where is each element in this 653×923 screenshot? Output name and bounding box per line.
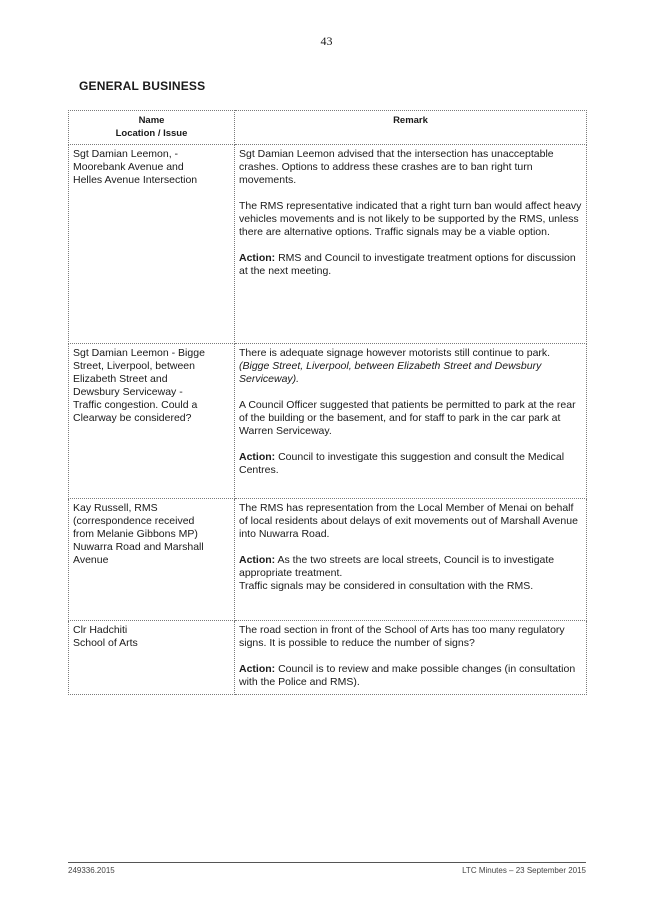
- name-line: School of Arts: [73, 637, 138, 649]
- remark-header: Remark: [235, 111, 587, 145]
- page-number: 43: [320, 34, 333, 48]
- name-line: Sgt Damian Leemon - Bigge: [73, 347, 205, 359]
- name-location-header: [69, 111, 235, 145]
- name-location-cell: [69, 145, 235, 344]
- action-label: Action:: [239, 554, 276, 566]
- section-title: GENERAL BUSINESS: [79, 79, 206, 93]
- action-text: Council to investigate this suggestion and consult the Medical Centres.: [239, 451, 565, 476]
- remark-cell: [235, 499, 587, 621]
- general-business-table: [68, 110, 587, 695]
- name-line: Avenue: [73, 554, 109, 566]
- action-text: RMS and Council to investigate treatment options for discussion at the next meeting.: [239, 252, 576, 277]
- table-row: [69, 621, 587, 695]
- document-title-date: LTC Minutes – 23 September 2015: [462, 866, 586, 875]
- name-location-cell: [69, 621, 235, 695]
- document-reference: 249336.2015: [68, 866, 115, 875]
- name-line: Helles Avenue Intersection: [73, 174, 198, 186]
- table-row: [69, 145, 587, 344]
- name-line: Traffic congestion. Could a: [73, 399, 198, 411]
- remark-cell: [235, 344, 587, 499]
- action-text: As the two streets are local streets, Council is to investigate appropriate treatment.: [239, 554, 555, 579]
- name-line: Kay Russell, RMS: [73, 502, 158, 514]
- remark-text: There is adequate signage however motorists still continue to park.: [239, 347, 551, 359]
- table-row: [69, 499, 587, 621]
- remark-cell: [235, 145, 587, 344]
- action-text: Council is to review and make possible changes (in consultation with the Police and RMS).: [239, 663, 576, 688]
- remark-paragraph: The RMS has representation from the Local Member of Menai on behalf of local residents about delays of exit movements out of Marshall Avenue into Nuwarra Road.: [239, 502, 578, 540]
- remark-paragraph: A Council Officer suggested that patients be permitted to park at the rear of the building or the basement, and for staff to park in the car park at Warren Serviceway.: [239, 399, 576, 437]
- name-line: (correspondence received: [73, 515, 195, 527]
- remark-location-italic: (Bigge Street, Liverpool, between Elizabeth Street and Dewsbury Serviceway).: [239, 360, 542, 385]
- remark-paragraph: Sgt Damian Leemon advised that the intersection has unacceptable crashes. Options to address these crashes are to ban right turn movements.: [239, 148, 554, 186]
- remark-paragraph: [239, 347, 582, 386]
- name-location-cell: [69, 499, 235, 621]
- name-location-cell: [69, 344, 235, 499]
- name-line: Street, Liverpool, between: [73, 360, 195, 372]
- action-paragraph: [239, 451, 582, 477]
- remark-paragraph: The road section in front of the School of Arts has too many regulatory signs. It is possible to reduce the number of signs?: [239, 624, 565, 649]
- location-issue-header-label: Location / Issue: [115, 128, 188, 139]
- name-header-label: Name: [138, 115, 165, 126]
- name-line: Sgt Damian Leemon, -: [73, 148, 179, 160]
- action-paragraph: [239, 554, 582, 580]
- table-header-row: [69, 111, 587, 145]
- remark-paragraph: Traffic signals may be considered in consultation with the RMS.: [239, 580, 534, 592]
- footer-rule: [68, 862, 586, 863]
- action-label: Action:: [239, 663, 276, 675]
- name-line: Elizabeth Street and: [73, 373, 168, 385]
- table-row: [69, 344, 587, 499]
- name-line: from Melanie Gibbons MP): [73, 528, 198, 540]
- action-label: Action:: [239, 252, 276, 264]
- name-line: Dewsbury Serviceway -: [73, 386, 183, 398]
- name-line: Clearway be considered?: [73, 412, 192, 424]
- name-line: Nuwarra Road and Marshall: [73, 541, 204, 553]
- remark-paragraph: The RMS representative indicated that a right turn ban would affect heavy vehicles movements and is not likely to be supported by the RMS, unless there are alternative options. Traffic signals may be a viable option.: [239, 200, 582, 238]
- action-paragraph: [239, 663, 582, 689]
- action-paragraph: [239, 252, 582, 278]
- name-line: Moorebank Avenue and: [73, 161, 184, 173]
- action-label: Action:: [239, 451, 276, 463]
- remark-cell: [235, 621, 587, 695]
- name-line: Clr Hadchiti: [73, 624, 128, 636]
